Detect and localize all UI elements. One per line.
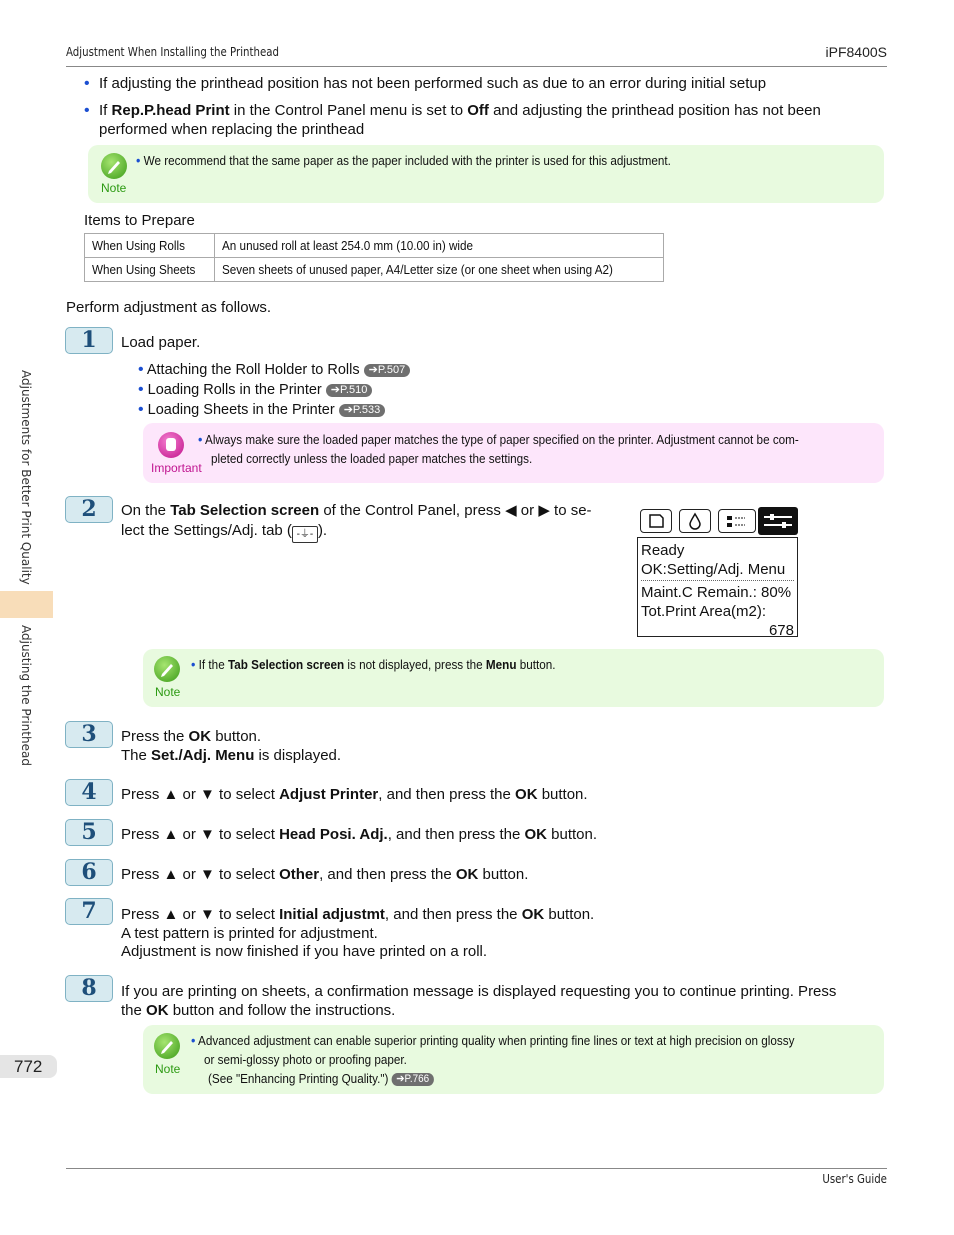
sidebar-chapter: Adjustments for Better Print Quality [19, 370, 33, 585]
note-text: • We recommend that the same paper as the paper included with the printer is used for this adjustment. [136, 152, 671, 168]
step-number: 2 [65, 496, 113, 523]
step-text: Press ▲ or ▼ to select Head Posi. Adj., and then press the OK button. [121, 826, 598, 843]
lcd-line: Tot.Print Area(m2): [641, 603, 767, 620]
step-text-3: Adjustment is now finished if you have printed on a roll. [121, 943, 488, 960]
table-row [85, 258, 664, 282]
step-text-2: The Set./Adj. Menu is displayed. [121, 747, 342, 764]
page-number: 772 [0, 1055, 57, 1078]
bullet-icon: • [84, 102, 90, 119]
header-divider [66, 66, 887, 67]
important-text: • Always make sure the loaded paper matches the type of paper specified on the printer. Adjustment cannot be com- [198, 431, 799, 447]
note-pencil-icon [101, 153, 127, 179]
note-text: • Advanced adjustment can enable superior printing quality when printing fine lines or text at high precision on glossy [191, 1032, 795, 1048]
important-box [143, 423, 884, 483]
list-item[interactable]: • Loading Rolls in the Printer ➔P.510 [138, 380, 410, 400]
table-cell: When Using Sheets [85, 258, 215, 282]
step-text: Load paper. [121, 334, 201, 351]
note-pencil-icon [154, 1033, 180, 1059]
job-tab-icon [718, 509, 756, 533]
step-text: Press ▲ or ▼ to select Adjust Printer, and then press the OK button. [121, 786, 588, 803]
lcd-panel [637, 505, 798, 637]
table-row [85, 234, 664, 258]
sidebar-section: Adjusting the Printhead [19, 625, 33, 766]
note-label: Note [155, 1062, 181, 1076]
step-text: Press the OK button. [121, 728, 262, 745]
note-pencil-icon [154, 656, 180, 682]
step1-link-list [138, 360, 410, 420]
list-item[interactable]: • Loading Sheets in the Printer ➔P.533 [138, 400, 410, 420]
step-number: 7 [65, 898, 113, 925]
running-header-title: Adjustment When Installing the Printhead [66, 45, 279, 59]
note-box [143, 1025, 884, 1094]
footer-divider [66, 1168, 887, 1169]
ink-tab-icon [679, 509, 711, 533]
important-text-2: pleted correctly unless the loaded paper matches the settings. [211, 451, 533, 466]
step-text-2: A test pattern is printed for adjustment. [121, 925, 378, 942]
sidebar-marker [0, 591, 53, 618]
step-text: On the Tab Selection screen of the Control Panel, press ◀ or ▶ to se- [121, 502, 592, 519]
step-number: 5 [65, 819, 113, 846]
note-box [143, 649, 884, 707]
table-cell: When Using Rolls [85, 234, 215, 258]
paper-tab-icon [640, 509, 672, 533]
left-arrow-icon: ◀ [505, 502, 517, 519]
items-table [84, 233, 664, 282]
step-number: 6 [65, 859, 113, 886]
footer-guide-title: User's Guide [822, 1172, 887, 1186]
table-cell: An unused roll at least 254.0 mm (10.00 in) wide [214, 234, 663, 258]
lcd-line: 678 [768, 622, 794, 639]
intro-bullet-1: • If adjusting the printhead position has not been performed such as due to an error during initial setup [84, 75, 767, 92]
note-label: Note [155, 685, 181, 699]
settings-tab-icon: -⏚- [292, 526, 318, 543]
right-arrow-icon: ▶ [538, 502, 550, 519]
table-cell: Seven sheets of unused paper, A4/Letter size (or one sheet when using A2) [214, 258, 663, 282]
note-label: Note [101, 181, 127, 195]
step-number: 8 [65, 975, 113, 1002]
step-text: Press ▲ or ▼ to select Initial adjustmt, and then press the OK button. [121, 906, 595, 923]
list-item[interactable]: • Attaching the Roll Holder to Rolls ➔P.507 [138, 360, 410, 380]
page-ref-link[interactable]: ➔P.533 [339, 404, 386, 417]
note-text-3: (See "Enhancing Printing Quality.") ➔P.766 [208, 1069, 434, 1088]
page-ref-link[interactable]: ➔P.510 [326, 384, 373, 397]
note-text-2: or semi-glossy photo or proofing paper. [204, 1052, 407, 1067]
page-ref-link[interactable]: ➔P.507 [364, 364, 411, 377]
page-ref-link[interactable]: ➔P.766 [392, 1073, 434, 1086]
lcd-line: Ready [641, 542, 685, 559]
lcd-screen [637, 537, 798, 637]
important-label: Important [151, 461, 202, 475]
step-text-2: the OK button and follow the instructions. [121, 1002, 396, 1019]
lcd-line: OK:Setting/Adj. Menu [641, 560, 794, 581]
important-hand-icon [158, 432, 184, 458]
lcd-tab-row [637, 505, 798, 537]
lcd-line: Maint.C Remain.: 80% [641, 584, 792, 601]
step-text: If you are printing on sheets, a confirmation message is displayed requesting you to continue printing. Press [121, 983, 837, 1000]
step-number: 1 [65, 327, 113, 354]
items-title: Items to Prepare [84, 212, 195, 229]
bullet-icon: • [84, 75, 90, 92]
settings-tab-icon [758, 507, 798, 535]
step-number: 3 [65, 721, 113, 748]
perform-text: Perform adjustment as follows. [66, 299, 272, 316]
step-text: Press ▲ or ▼ to select Other, and then press the OK button. [121, 866, 529, 883]
step-text-2: lect the Settings/Adj. tab ( -⏚- ). [121, 521, 327, 543]
note-text: • If the Tab Selection screen is not displayed, press the Menu button. [191, 656, 556, 672]
step-number: 4 [65, 779, 113, 806]
note-box [88, 145, 884, 203]
intro-bullet-2: • If Rep.P.head Print in the Control Panel menu is set to Off and adjusting the printhead position has not been performed when replacing the printhead [84, 102, 821, 138]
printer-model: iPF8400S [825, 44, 887, 60]
